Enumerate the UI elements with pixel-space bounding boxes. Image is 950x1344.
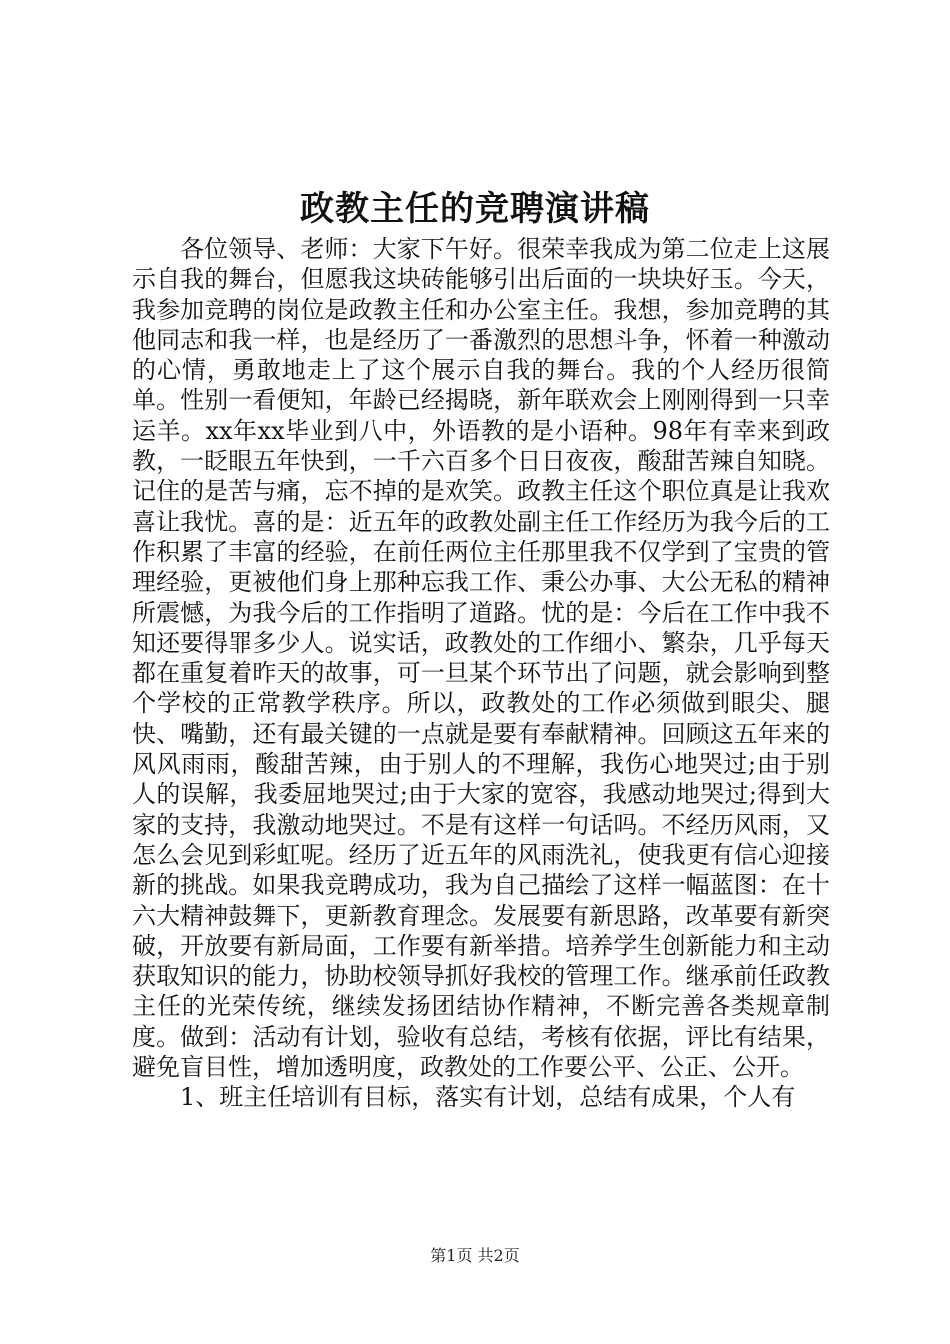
paragraph-1: 各位领导、老师：大家下午好。很荣幸我成为第二位走上这展示自我的舞台，但愿我这块砖能够引出后面的一块块好玉。今天，我参加竞聘的岗位是政教主任和办公室主任。我想，参加竞聘的其他同志和我一样，也是经历了一番激烈的思想斗争，怀着一种激动的心情，勇敢地走上了这个展示自我的舞台。我的个人经历很简单。性别一看便知，年龄已经揭晓，新年联欢会上刚刚得到一只幸运羊。xx年xx毕业到八中，外语教的是小语种。98年有幸来到政教，一眨眼五年快到，一千六百多个日日夜夜，酸甜苦辣自知晓。记住的是苦与痛，忘不掉的是欢笑。政教主任这个职位真是让我欢喜让我忧。喜的是：近五年的政教处副主任工作经历为我今后的工作积累了丰富的经验，在前任两位主任那里我不仅学到了宝贵的管理经验，更被他们身上那种忘我工作、秉公办事、大公无私的精神所震憾，为我今后的工作指明了道路。忧的是：今后在工作中我不知还要得罪多少人。说实话，政教处的工作细小、繁杂，几乎每天都在重复着昨天的故事，可一旦某个环节出了问题，就会影响到整个学校的正常教学秩序。所以，政教处的工作必须做到眼尖、腿快、嘴勤，还有最关键的一点就是要有奉献精神。回顾这五年来的风风雨雨，酸甜苦辣，由于别人的不理解，我伤心地哭过;由于别人的误解，我委屈地哭过;由于大家的宽容，我感动地哭过;得到大家的支持，我激动地哭过。不是有这样一句话吗。不经历风雨，又怎么会见到彩虹呢。经历了近五年的风雨洗礼，使我更有信心迎接新的挑战。如果我竞聘成功，我为自己描绘了这样一幅蓝图：在十六大精神鼓舞下，更新教育理念。发展要有新思路，改革要有新突破，开放要有新局面，工作要有新举措。培养学生创新能力和主动获取知识的能力，协助校领导抓好我校的管理工作。继承前任政教主任的光荣传统，继续发扬团结协作精神，不断完善各类规章制度。做到：活动有计划，验收有总结，考核有依据，评比有结果，避免盲目性，增加透明度，政教处的工作要公平、公正、公开。 bbox=[132, 235, 830, 1082]
page-footer: 第1页 共2页 bbox=[430, 1246, 520, 1265]
document-title: 政教主任的竞聘演讲稿 bbox=[300, 189, 650, 229]
document-body bbox=[132, 234, 830, 1113]
paragraph-2: 1、班主任培训有目标，落实有计划，总结有成果，个人有 bbox=[180, 1083, 796, 1112]
